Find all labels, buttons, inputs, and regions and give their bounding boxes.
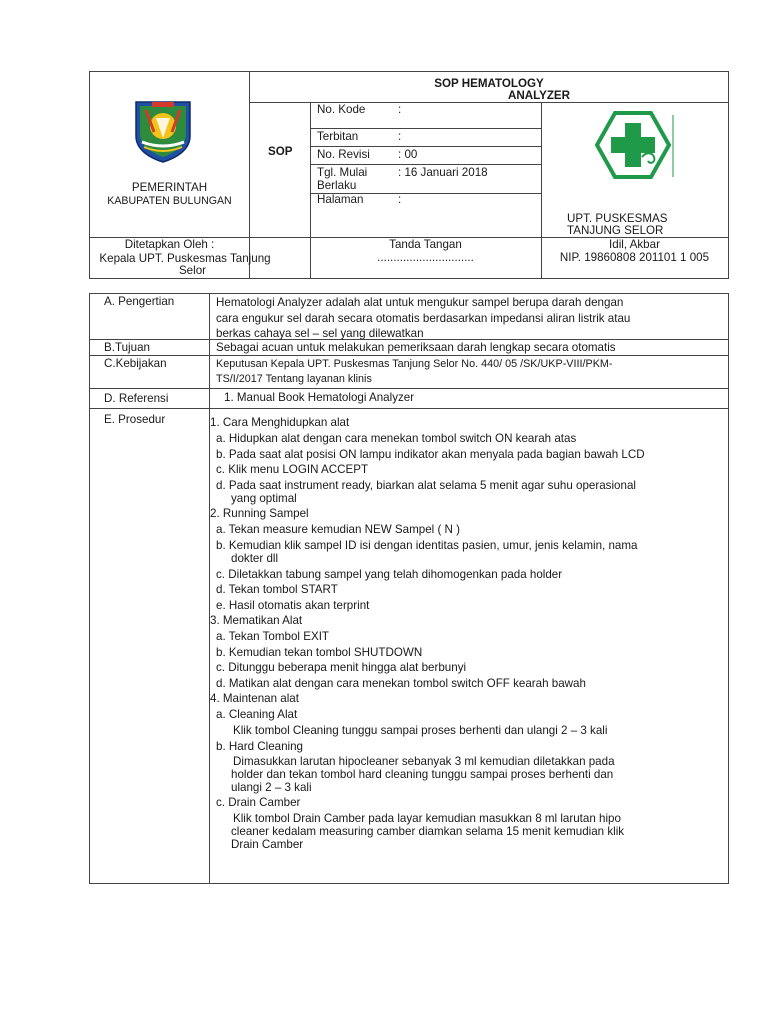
proc-line: d. Pada saat instrument ready, biarkan alat selama 5 menit agar suhu operasional bbox=[216, 479, 636, 492]
row-c-text-1: Keputusan Kepala UPT. Puskesmas Tanjung Selor No. 440/ 05 /SK/UKP-VIII/PKM- bbox=[216, 358, 613, 370]
sign-dots: .............................. bbox=[377, 251, 474, 264]
field-revisi-label: No. Revisi bbox=[317, 148, 370, 161]
field-terbitan-value: : bbox=[398, 130, 402, 143]
proc-line: b. Hard Cleaning bbox=[216, 740, 304, 753]
proc-line: a. Tekan Tombol EXIT bbox=[216, 630, 329, 643]
field-terbitan-label: Terbitan bbox=[317, 130, 359, 143]
row-b-label: B.Tujuan bbox=[104, 341, 150, 354]
proc-line: b. Pada saat alat posisi ON lampu indikator akan menyala pada bagian bawah LCD bbox=[216, 448, 645, 461]
proc-line: Dimasukkan larutan hipocleaner sebanyak 3 ml kemudian diletakkan pada bbox=[233, 755, 615, 768]
set-by-line-1: Kepala UPT. Puskesmas Tanjung bbox=[99, 252, 271, 265]
puskesmas-logo bbox=[595, 111, 675, 181]
proc-line: a. Cleaning Alat bbox=[216, 708, 298, 721]
proc-line: c. Ditunggu beberapa menit hingga alat berbunyi bbox=[216, 661, 467, 674]
proc-line: dokter dll bbox=[231, 552, 279, 565]
set-by-label: Ditetapkan Oleh : bbox=[124, 238, 215, 251]
row-c-label: C.Kebijakan bbox=[104, 357, 167, 370]
proc-line: b. Kemudian klik sampel ID isi dengan identitas pasien, umur, jenis kelamin, nama bbox=[216, 539, 638, 552]
row-d-text: 1. Manual Book Hematologi Analyzer bbox=[224, 391, 415, 404]
proc-line: 2. Running Sampel bbox=[210, 507, 309, 520]
proc-line: c. Drain Camber bbox=[216, 796, 301, 809]
set-by-line-2: Selor bbox=[178, 264, 207, 277]
gov-line-1: PEMERINTAH bbox=[131, 181, 208, 194]
proc-line: ulangi 2 – 3 kali bbox=[231, 781, 312, 794]
doc-title-line-1: SOP HEMATOLOGY bbox=[434, 77, 544, 90]
proc-line: 4. Maintenan alat bbox=[210, 692, 299, 705]
row-c-text-2: TS/I/2017 Tentang layanan klinis bbox=[216, 373, 372, 385]
field-tgl-label: Tgl. Mulai bbox=[317, 166, 368, 179]
proc-line: c. Diletakkan tabung sampel yang telah dihomogenkan pada holder bbox=[216, 568, 563, 581]
proc-line: yang optimal bbox=[231, 492, 297, 505]
proc-line: Klik tombol Cleaning tunggu sampai proses berhenti dan ulangi 2 – 3 kali bbox=[233, 724, 608, 737]
proc-line: d. Tekan tombol START bbox=[216, 583, 338, 596]
row-e-label: E. Prosedur bbox=[104, 413, 166, 426]
proc-line: holder dan tekan tombol hard cleaning tunggu sampai proses berhenti dan bbox=[231, 768, 614, 781]
proc-line: Drain Camber bbox=[231, 838, 304, 851]
kabupaten-emblem bbox=[132, 98, 194, 164]
proc-line: e. Hasil otomatis akan terprint bbox=[216, 599, 370, 612]
field-no-kode-value: : bbox=[398, 103, 402, 116]
proc-line: 1. Cara Menghidupkan alat bbox=[210, 416, 350, 429]
proc-line: a. Tekan measure kemudian NEW Sampel ( N ) bbox=[216, 523, 460, 536]
proc-line: Klik tombol Drain Camber pada layar kemudian masukkan 8 ml larutan hipo bbox=[233, 812, 621, 825]
signer-nip: NIP. 19860808 201101 1 005 bbox=[559, 251, 710, 264]
doc-title-line-2: ANALYZER bbox=[507, 89, 571, 102]
signer-name: Idil, Akbar bbox=[609, 238, 660, 251]
org-line-2: TANJUNG SELOR bbox=[567, 224, 664, 237]
proc-line: b. Kemudian tekan tombol SHUTDOWN bbox=[216, 646, 423, 659]
sop-label: SOP bbox=[268, 145, 293, 158]
field-halaman-label: Halaman bbox=[317, 193, 364, 206]
proc-line: cleaner kedalam measuring camber diamkan selama 15 menit kemudian klik bbox=[231, 825, 625, 838]
field-tgl-label-2: Berlaku bbox=[317, 179, 357, 192]
row-a-text-1: Hematologi Analyzer adalah alat untuk mengukur sampel berupa darah dengan bbox=[216, 296, 624, 309]
proc-line: d. Matikan alat dengan cara menekan tombol switch OFF kearah bawah bbox=[216, 677, 586, 690]
field-tgl-value: : 16 Januari 2018 bbox=[398, 166, 488, 179]
proc-line: 3. Mematikan Alat bbox=[210, 614, 303, 627]
row-a-label: A. Pengertian bbox=[104, 295, 175, 308]
proc-line: c. Klik menu LOGIN ACCEPT bbox=[216, 463, 369, 476]
row-a-text-3: berkas cahaya sel – sel yang dilewatkan bbox=[216, 327, 424, 340]
org-line-1: UPT. PUSKESMAS bbox=[567, 212, 668, 225]
field-halaman-value: : bbox=[398, 193, 402, 206]
row-b-text: Sebagai acuan untuk melakukan pemeriksaan darah lengkap secara otomatis bbox=[216, 341, 616, 354]
row-a-text-2: cara engukur sel darah secara otomatis berdasarkan impedansi aliran listrik atau bbox=[216, 312, 631, 325]
row-d-label: D. Referensi bbox=[104, 392, 169, 405]
proc-line: a. Hidupkan alat dengan cara menekan tombol switch ON kearah atas bbox=[216, 432, 577, 445]
field-revisi-value: : 00 bbox=[398, 148, 418, 161]
field-no-kode-label: No. Kode bbox=[317, 103, 366, 116]
gov-line-2: KABUPATEN BULUNGAN bbox=[107, 195, 232, 207]
sign-label: Tanda Tangan bbox=[389, 238, 462, 251]
